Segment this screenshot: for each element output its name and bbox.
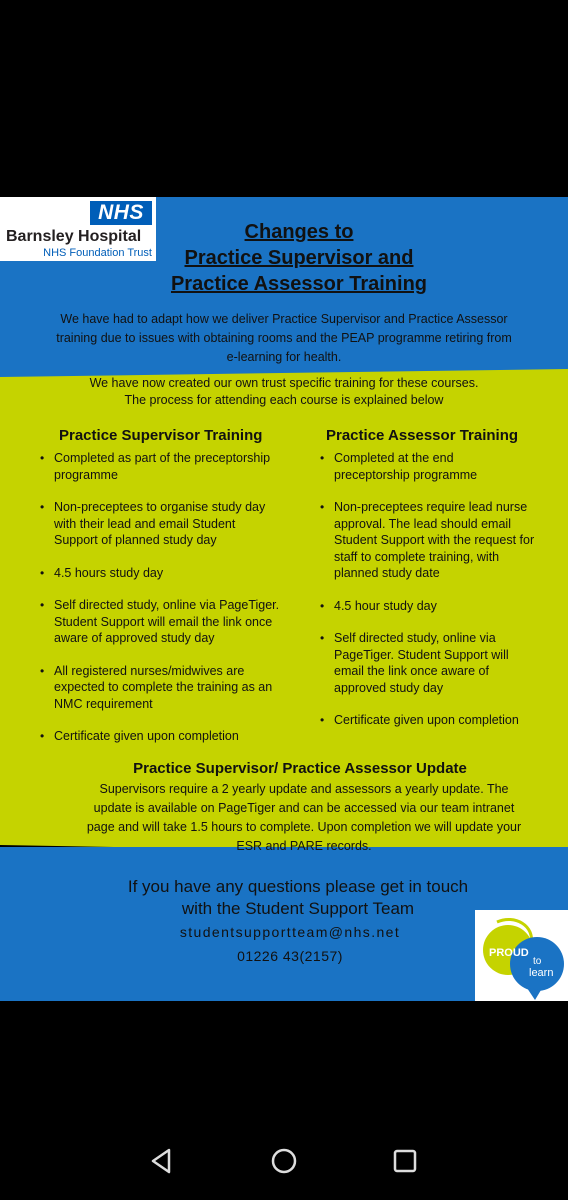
recent-apps-icon[interactable]: [390, 1146, 420, 1176]
training-poster: [0, 197, 568, 1001]
title-line-2: Practice Supervisor and: [184, 247, 414, 269]
list-item: • All registered nurses/midwives are expected to complete the training as an NMC requirement: [40, 663, 284, 713]
hospital-name: Barnsley Hospital: [6, 228, 142, 245]
created-line-2: The process for attending each course is explained below: [124, 393, 444, 407]
list-item: • Non-preceptees to organise study day with their lead and email Student Support of planned study day: [40, 499, 276, 549]
created-text: [60, 375, 508, 409]
trust-name: NHS Foundation Trust: [43, 247, 152, 259]
questions-line-2: with the Student Support Team: [181, 899, 415, 918]
proud-word: PROUD: [489, 947, 529, 959]
nhs-badge: NHS: [90, 201, 152, 225]
intro-text: We have had to adapt how we deliver Practice Supervisor and Practice Assessor training due to issues with obtaining rooms and the PEAP programme retiring from e-learning for health.: [56, 312, 512, 364]
android-nav-bar: [0, 1120, 568, 1200]
back-icon[interactable]: [147, 1146, 177, 1176]
list-item: • Self directed study, online via PageTiger. Student Support will email the link once aware of approved study day: [320, 630, 540, 696]
list-item: • Certificate given upon completion: [40, 728, 290, 745]
list-item: • Completed as part of the preceptorship programme: [40, 450, 284, 483]
supervisor-list: [40, 450, 290, 745]
update-heading: Practice Supervisor/ Practice Assessor Update: [133, 760, 467, 777]
title-line-1: Changes to: [244, 221, 354, 243]
proud-to-learn-logo: [475, 910, 568, 1001]
assessor-heading: Practice Assessor Training: [326, 427, 519, 444]
questions-line-1: If you have any questions please get in touch: [127, 877, 469, 896]
poster-title: [140, 219, 458, 297]
nhs-trust-logo: [0, 197, 156, 261]
supervisor-heading: Practice Supervisor Training: [59, 427, 263, 444]
list-item: • Completed at the end preceptorship programme: [320, 450, 514, 483]
supervisor-column: [40, 427, 290, 745]
created-line-1: We have now created our own trust specific training for these courses.: [89, 376, 479, 390]
home-icon[interactable]: [269, 1146, 299, 1176]
assessor-column: [320, 427, 546, 729]
list-item: • Self directed study, online via PageTiger. Student Support will email the link once aware of approved study day: [40, 597, 284, 647]
list-item: • Non-preceptees require lead nurse approval. The lead should email Student Support with the request for staff to complete training, with planned study date: [320, 499, 546, 582]
contact-phone[interactable]: 01226 43(2157): [237, 948, 343, 964]
list-item: • Certificate given upon completion: [320, 712, 546, 729]
assessor-list: [320, 450, 546, 729]
list-item: • 4.5 hours study day: [40, 565, 290, 582]
contact-questions: [88, 876, 508, 920]
to-word: to: [533, 956, 542, 967]
contact-email[interactable]: studentsupportteam@nhs.net: [179, 924, 401, 940]
title-line-3: Practice Assessor Training: [170, 273, 428, 295]
list-item: • 4.5 hour study day: [320, 598, 546, 615]
learn-word: learn: [529, 967, 554, 979]
update-text: Supervisors require a 2 yearly update and assessors a yearly update. The update is available on PageTiger and can be accessed via our team intranet page and will take 1.5 hours to complete. Upon completion we will update your ESR and PARE records.: [86, 782, 522, 853]
